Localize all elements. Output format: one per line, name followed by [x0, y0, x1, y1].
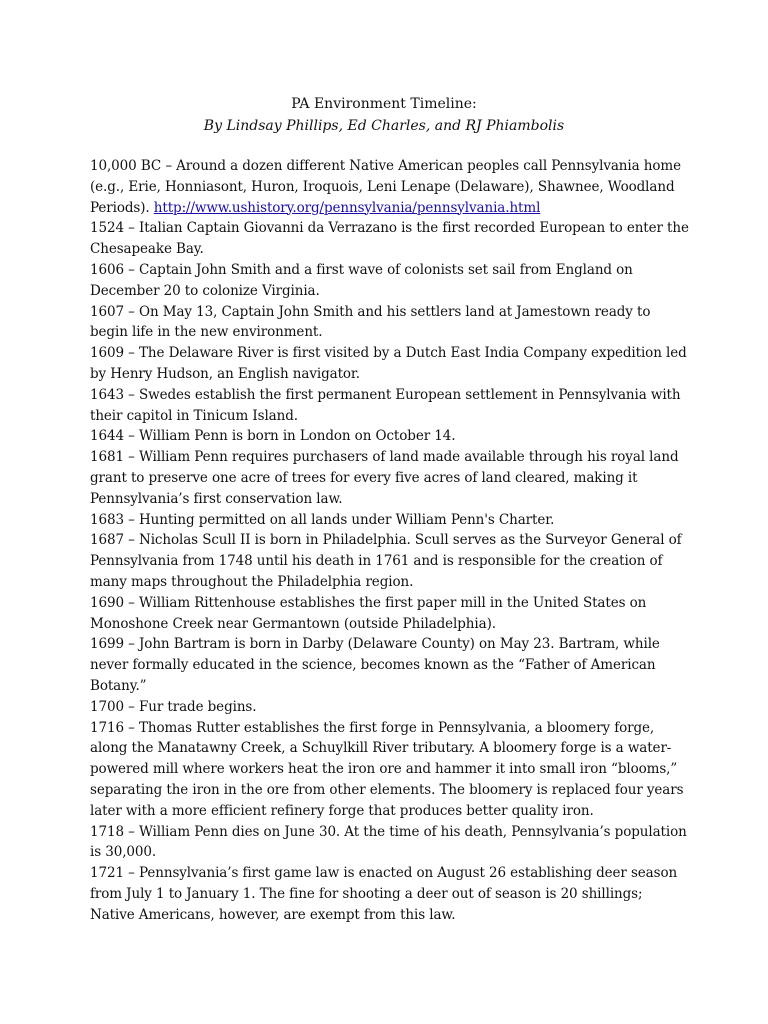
- timeline-entry-1681: 1681 – William Penn requires purchasers of land made available through his royal land grant to preserve one acre of trees for every five acres of land cleared, making it Pennsylvania’s first conservation law.: [90, 449, 679, 507]
- timeline-entry-1609: 1609 – The Delaware River is first visited by a Dutch East India Company expedition led by Henry Hudson, an English navigator.: [90, 345, 687, 382]
- document-title: PA Environment Timeline:: [291, 96, 477, 112]
- timeline-content: [90, 156, 690, 925]
- timeline-entry-1524: 1524 – Italian Captain Giovanni da Verrazano is the first recorded European to enter the Chesapeake Bay.: [90, 220, 689, 258]
- timeline-entry-1718: 1718 – William Penn dies on June 30. At the time of his death, Pennsylvania’s population is 30,000.: [90, 823, 687, 861]
- timeline-entry-1721: 1721 – Pennsylvania’s first game law is enacted on August 26 establishing deer season from July 1 to January 1. The fine for shooting a deer out of season is 20 shillings; Native Americans, however, are exempt from this law.: [90, 865, 678, 923]
- ushistory-link[interactable]: http://www.ushistory.org/pennsylvania/pennsylvania.html: [153, 199, 541, 216]
- timeline-entry-10000bc: [90, 156, 690, 218]
- document-subtitle: By Lindsay Phillips, Ed Charles, and RJ Phiambolis: [203, 118, 565, 134]
- timeline-entry-1606: 1606 – Captain John Smith and a first wave of colonists set sail from England on December 20 to colonize Virginia.: [90, 261, 633, 299]
- timeline-entry-1644: 1644 – William Penn is born in London on October 14.: [90, 428, 456, 445]
- timeline-entry-text: 10,000 BC – Around a dozen different Native American peoples call Pennsylvania home (e.g., Erie, Honniasont, Huron, Iroquois, Leni Lenape (Delaware), Shawnee, Woodland Periods).: [90, 158, 681, 216]
- timeline-entry-1700: 1700 – Fur trade begins.: [90, 698, 257, 715]
- timeline-entry-1690: 1690 – William Rittenhouse establishes the first paper mill in the United States on Monoshone Creek near Germantown (outside Philadelphia).: [90, 594, 647, 632]
- timeline-entry-1607: 1607 – On May 13, Captain John Smith and his settlers land at Jamestown ready to begin life in the new environment.: [90, 303, 651, 341]
- timeline-entry-1643: 1643 – Swedes establish the first permanent European settlement in Pennsylvania with their capitol in Tinicum Island.: [90, 386, 681, 424]
- timeline-entry-1687: 1687 – Nicholas Scull II is born in Philadelphia. Scull serves as the Surveyor General of Pennsylvania from 1748 until his death in 1761 and is responsible for the creation of many maps throughout the Philadelphia region.: [90, 532, 682, 590]
- timeline-entry-1716: 1716 – Thomas Rutter establishes the first forge in Pennsylvania, a bloomery forge, along the Manatawny Creek, a Schuylkill River tributary. A bloomery forge is a water-powered mill where workers heat the iron ore and hammer it into small iron “blooms,” separating the iron in the ore from other elements. The bloomery is replaced four years later with a more efficient refinery forge that produces better quality iron.: [90, 719, 684, 819]
- timeline-entry-1683: 1683 – Hunting permitted on all lands under William Penn's Charter.: [90, 511, 555, 528]
- timeline-entry-1699: 1699 – John Bartram is born in Darby (Delaware County) on May 23. Bartram, while never formally educated in the science, becomes known as the “Father of American Botany.”: [90, 636, 660, 694]
